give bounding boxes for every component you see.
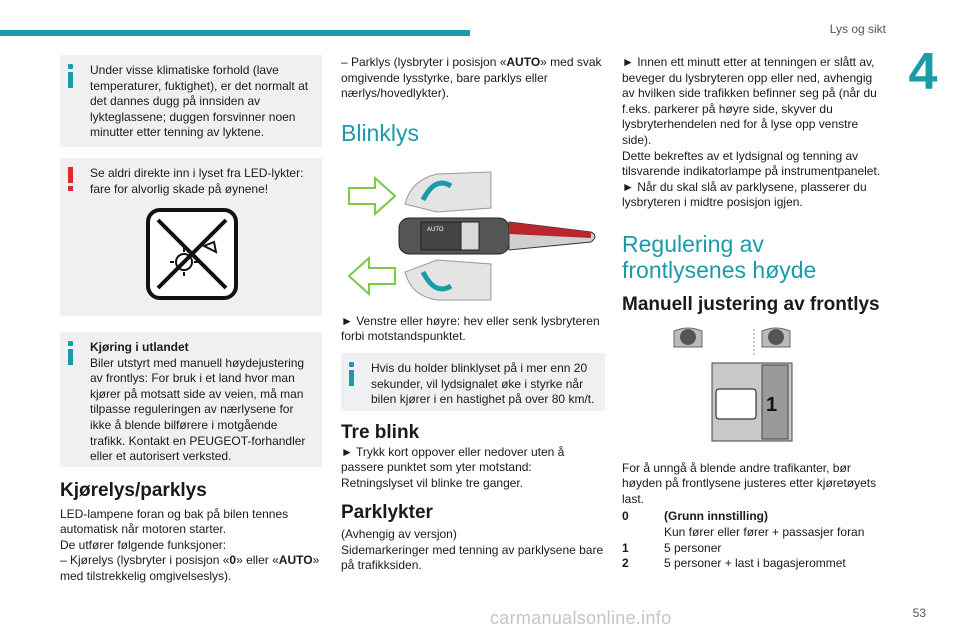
warning-icon [68,167,73,191]
text-fragment: AUTO [278,553,313,568]
text-fragment: – Kjørelys (lysbryter i posisjon « [60,553,230,568]
text-fragment: » eller « [236,553,279,568]
info-icon [68,341,73,365]
column-3 [622,55,888,572]
watermark: carmanualsonline.info [490,608,672,628]
paragraph: LED-lampene foran og bak på bilen tennes automatisk når motoren starter. [60,506,289,537]
heading-line: frontlysenes høyde [622,256,817,283]
chapter-number: 4 [908,43,938,101]
info-title: Kjøring i utlandet [90,340,189,354]
legend-value-line: (Grunn innstilling) [664,509,768,524]
indicator-stalk-illustration [341,160,605,310]
legend-value: 5 personer + last i bagasjerommet [664,556,846,571]
info-box-abroad [60,332,322,467]
text-fragment: 0 [229,553,237,568]
paragraph: Sidemarkeringer med tenning av parklysene bare på trafikksiden. [341,542,604,573]
text-fragment: AUTO [506,55,541,69]
heading-parking-lights: Parklykter [341,502,433,524]
heading-headlamp-adjust [622,231,888,283]
paragraph: (Avhengig av versjon) [341,526,457,541]
legend-value-line: Kun fører eller fører + passasjer foran [664,524,865,539]
column-2 [341,55,605,574]
page-number: 53 [912,606,926,620]
info-text: Biler utstyrt med manuell høydejustering av frontlys: For bruk i et land hvor man kjører på motsatt side av veien, må man tilpasse reguleringen av nærlysene for ikke å blende bilførere i motgående trafikk. Kontakt en PEUGEOT-forhandler eller et autorisert verksted. [90,355,306,464]
heading-daylight: Kjørelys/parklys [60,480,207,501]
heading-manual-adjust: Manuell justering av frontlys [622,293,880,315]
info-icon [349,362,354,386]
paragraph: ► Når du skal slå av parklysene, plasserer du lysbryteren i midtre posisjon igjen. [622,179,867,210]
no-look-led-icon [144,206,240,302]
legend-value: 5 personer [664,540,722,555]
paragraph: ► Venstre eller høyre: hev eller senk lysbryteren forbi motstandspunktet. [341,313,600,344]
info-icon [68,64,73,88]
text-fragment: » med svak omgivende lysstyrke, bare parklys eller nærlys/hovedlykter). [341,55,602,101]
header-accent-bar [0,30,470,36]
paragraph: De utfører følgende funksjoner: [60,537,227,552]
text-fragment: » med tilstrekkelig omgivelseslys). [60,553,320,583]
legend-row [622,509,888,540]
info-box-condensation [60,55,322,147]
info-text: Under visse klimatiske forhold (lave temperaturer, fuktighet), er det normalt at det dannes dugg på innsiden av lykteglassene; duggen forsvinner noen minutter etter tenning av lyktene. [90,63,309,140]
info-box-indicator-volume [341,353,605,411]
legend-key: 1 [622,540,629,555]
warning-text: Se aldri direkte inn i lyset fra LED-lykter: fare for alvorlig skade på øynene! [90,166,304,196]
paragraph: ► Trykk kort oppover eller nedover uten å passere punktet som yter motstand: Retningslyset vil blinke tre ganger. [341,444,565,490]
info-text: Hvis du holder blinklyset på i mer enn 20 sekunder, vil lydsignalet øke i styrke når bilen kjører i en hastighet på over 80 km/t. [371,360,595,407]
heading-line: Regulering av [622,230,764,257]
heading-indicators: Blinklys [341,119,419,146]
legend-key: 0 [622,509,629,524]
paragraph: For å unngå å blende andre trafikanter, bør høyden på frontlysene justeres etter kjøretøyets last. [622,460,877,506]
section-title: Lys og sikt [829,22,886,36]
dial-level-number: 1 [766,393,778,416]
paragraph [60,553,322,584]
text-fragment: – Parklys (lysbryter i posisjon « [341,55,507,69]
legend-row [622,556,888,572]
column-1 [60,55,322,585]
headlamp-levels-illustration [622,325,888,443]
headlamp-level-legend [622,509,888,571]
legend-row [622,541,888,557]
warning-box-led [60,158,322,316]
paragraph [341,55,605,102]
stalk-auto-label: AUTO [427,226,444,233]
paragraph: ► Innen ett minutt etter at tenningen er slått av, beveger du lysbryteren opp eller ned, avhengig av hvilken side trafikken befinner seg på (når du f.eks. parkerer på høyre side, skyver du lysbryterhendelen ned for å lyse opp venstre side). [622,55,877,147]
paragraph: Dette bekreftes av et lydsignal og tenning av tilsvarende indikatorlampe på instrumentpanelet. [622,148,881,179]
heading-three-blinks: Tre blink [341,421,420,443]
legend-value [664,509,888,540]
legend-key: 2 [622,556,629,571]
